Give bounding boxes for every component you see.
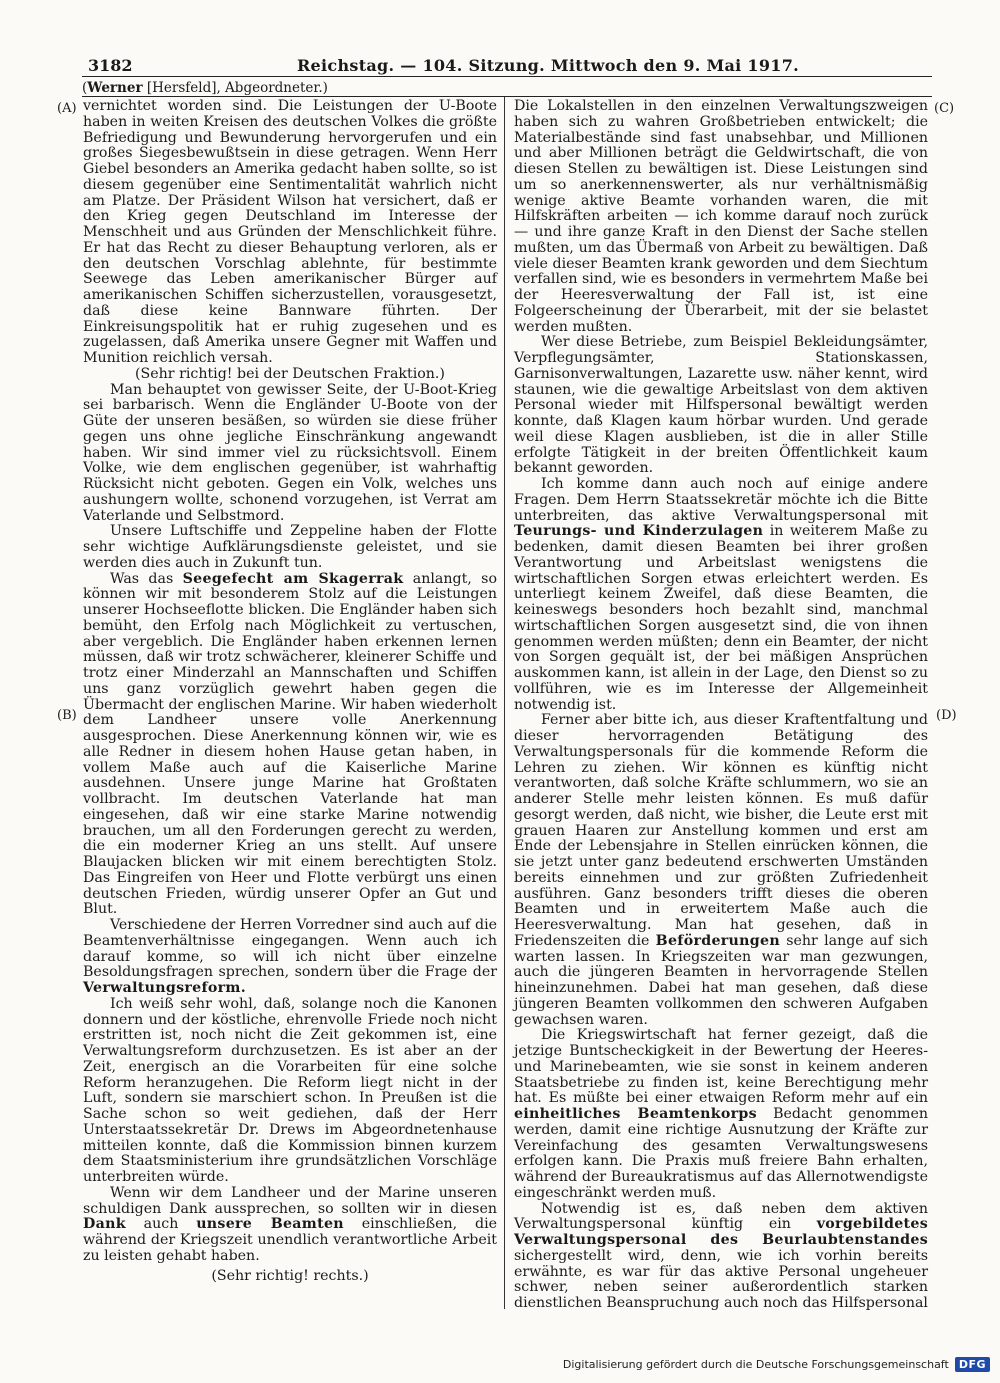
dfg-logo: DFG — [955, 1357, 990, 1372]
right-paragraph-6 — [514, 1202, 928, 1312]
emphasis-beamtenkorps: einheitliches Beamtenkorps — [514, 1106, 757, 1122]
text-run: Wenn wir dem Landheer und der Marine unseren schuldigen Dank aussprechen, so sollten wir in diesen — [83, 1184, 497, 1217]
speaker-rule — [82, 96, 932, 97]
text-run: Was das — [109, 570, 183, 587]
speaker-detail: [Hersfeld], Abgeordneter.) — [142, 80, 328, 96]
header-rule — [82, 76, 932, 77]
right-paragraph-1: Die Lokalstellen in den einzelnen Verwaltungszweigen haben sich zu wahren Großbetrieben entwickelt; die Materialbestände sind fast unabsehbar, und Millionen und aber Millionen beträgt die Geldwirtschaft, die von diesen Stellen zu bewältigen ist. Diese Leistungen sind um so anerkennenswerter, als nur verhältnismäßig wenige aktive Beamte vorhanden waren, die mit Hilfskräften arbeiten — ich komme darauf noch zurück — und ihre ganze Kraft in den Dienst der Sache stellen mußten, um das Übermaß von Arbeit zu bewältigen. Daß viele dieser Beamten krank geworden und dem Siechtum verfallen sind, wie es besonders in vermehrtem Maße bei der Heeresverwaltung der Fall ist, ist eine Folgeerscheinung der Überarbeit, mit der sie belastet werden mußten. — [514, 98, 928, 335]
text-run: Notwendig ist es, daß neben dem aktiven Verwaltungspersonal künftig ein — [514, 1200, 928, 1233]
left-paragraph-7: Ich weiß sehr wohl, daß, solange noch die Kanonen donnern und der köstliche, ehrenvolle Friede noch nicht erstritten ist, noch nicht die Zeit gekommen ist, eine Verwaltungsreform durchzusetzen. Es ist aber an der Zeit, energisch an die Vorarbeiten für eine solche Reform heranzugehen. Die Reform liegt nicht in der Luft, sondern sie marschiert schon. In Preußen ist die Sache schon so weit gediehen, daß der Herr Unterstaatssekretär Dr. Drews im Abgeordnetenhause mitteilen konnte, daß die Kommission binnen kurzem dem Staatsministerium ihre grundsätzlichen Vorschläge unterbreiten würde. — [83, 995, 497, 1185]
left-paragraph-3: Man behauptet von gewisser Seite, der U-Boot-Krieg sei barbarisch. Wenn die Engländer U-Boote von der Güte der unseren besäßen, so würden sie diese früher gegen uns ohne jegliche Einschränkung angewandt haben. Wir sind immer viel zu rücksichtsvoll. Einem Volke, wie dem englischen gegenüber, ist wahrhaftig Rücksicht nicht geboten. Gegen ein Volk, welches uns aushungern wollte, schonend vorzugehen, ist Verrat am Vaterlande und Selbstmord. — [83, 381, 497, 524]
text-run: Ich komme dann auch noch auf einige andere Fragen. Dem Herrn Staatssekretär möchte ich die Bitte unterbreiten, das aktive Verwaltungspersonal mit — [514, 476, 928, 524]
column-divider — [504, 97, 505, 1309]
emphasis-skagerrak: Seegefecht am Skagerrak — [182, 570, 404, 587]
emphasis-verwaltungspersonal: vorgebildetes Verwaltungspersonal des Beurlaubtenstandes — [514, 1216, 928, 1248]
margin-marker-c: (C) — [934, 101, 955, 116]
right-paragraph-2: Wer diese Betriebe, zum Beispiel Bekleidungsämter, Verpflegungsämter, Stationskassen, Garnisonverwaltungen, Lazarette usw. näher kennt, wird staunen, wie die gewaltige Arbeitslast von dem aktiven Personal wieder mit Hilfspersonal bewältigt werden konnte, daß Klagen kaum hörbar wurden. Und gerade weil diese Klagen ausblieben, ist die in aller Stille erfolgte Tätigkeit in der breiten Öffentlichkeit kaum bekannt geworden. — [514, 334, 928, 477]
speaker-line — [82, 80, 328, 96]
speaker-open: ( — [82, 80, 88, 96]
left-paragraph-8 — [83, 1186, 497, 1265]
left-column — [83, 99, 497, 1284]
text-run: Verschiedene der Herren Vorredner sind auch auf die Beamtenverhältnisse eingegangen. Wenn auch ich darauf komme, so will ich nicht über einzelne Besoldungsfragen sprechen, sondern über die Frage der — [83, 917, 497, 981]
digitization-footer — [563, 1357, 990, 1372]
footer-text: Digitalisierung gefördert durch die Deutsche Forschungsgemeinschaft — [562, 1358, 949, 1371]
text-run: sehr lange auf sich warten lassen. In Kriegszeiten war man gezwungen, auch die jüngeren Beamten in hervorragende Stellen hineinzunehmen. Dabei hat man gesehen, daß diese jüngeren Beamten vollkommen den schweren Aufgaben gewachsen waren. — [514, 932, 929, 1028]
left-interjection-1: (Sehr richtig! bei der Deutschen Fraktion.) — [135, 365, 445, 382]
left-paragraph-6 — [83, 918, 497, 997]
running-header — [88, 54, 928, 76]
text-run: sichergestellt wird, denn, wie ich vorhin bereits erwähnte, es war für das aktive Personal ungeheuer schwer, neben seiner außerordentlich starken dienstlichen Beanspruchung auch noch das Hilfspersonal — [514, 1247, 928, 1311]
right-paragraph-5 — [514, 1028, 928, 1201]
right-paragraph-3 — [514, 477, 928, 713]
left-paragraph-5 — [83, 572, 497, 919]
right-paragraph-4 — [514, 713, 928, 1028]
margin-marker-b: (B) — [57, 708, 77, 723]
emphasis-beamten: unsere Beamten — [196, 1216, 344, 1233]
margin-marker-a: (A) — [57, 101, 77, 116]
text-run: in weiterem Maße zu bedenken, damit diesen Beamten bei ihrer großen Verantwortung und Arbeitslast wenigstens die wirtschaftlichen Sorgen etwas erleichtert werden. Es unterliegt keinem Zweifel, daß diese Beamten, die keineswegs besonders hoch bezahlt sind, manchmal wirtschaftlichen Sorgen ausgesetzt sind, die von ihnen genommen werden müßten; denn ein Beamter, der nicht von Sorgen gequält ist, der bei mäßigen Ansprüchen auskommen kann, ist allein in der Lage, den Dienst so zu vollführen, wie es im Interesse der Allgemeinheit notwendig ist. — [514, 523, 928, 713]
emphasis-verwaltungsreform: Verwaltungsreform. — [83, 980, 246, 996]
right-column — [514, 99, 928, 1312]
text-run: Bedacht genommen werden, damit eine richtige Ausnutzung der Kräfte zur Vereinfachung des gesamten Verwaltungswesens erfolgen kann. Die Praxis muß freiere Bahn erhalten, während der Bureaukratismus auf das Allernotwendigste eingeschränkt werden muß. — [514, 1106, 929, 1201]
text-run: einschließen, die während der Kriegszeit unendlich verantwortliche Arbeit zu leisten gehabt haben. — [83, 1216, 497, 1264]
page-number: 3182 — [88, 55, 133, 75]
left-interjection-2: (Sehr richtig! rechts.) — [211, 1267, 369, 1284]
text-run: Die Kriegswirtschaft hat ferner gezeigt, daß die jetzige Buntscheckigkeit in der Bewertung der Heeres- und Marinebeamten, wie sie sonst in keinem anderen Staatsbetriebe zu finden ist, keine Berechtigung mehr hat. Es müßte bei einer etwaigen Reform mehr auf ein — [514, 1027, 928, 1107]
emphasis-befoerderungen: Beförderungen — [655, 932, 780, 949]
text-run: anlangt, so können wir mit besonderem Stolz auf die Leistungen unserer Hochseeflotte blicken. Die Engländer haben sich bemüht, den Erfolg nach Möglichkeit zu vertuschen, aber vergeblich. Die Engländer haben erkennen lernen müssen, daß wir trotz schwächerer, kleinerer Schiffe und trotz einer Minderzahl an Mannschaften und Schiffen uns ganz vorzüglich gewehrt haben gegen die Übermacht der englischen Marine. Wir haben wiederholt dem Landheer unsere volle Anerkennung ausgesprochen. Diese Anerkennung können wir, wie es alle Redner in diesem hohen Hause getan haben, in vollem Maße auch auf die Kaiserliche Marine ausdehnen. Unsere junge Marine hat Großtaten vollbracht. Im deutschen Vaterlande hat man eingesehen, daß wir eine starke Marine notwendig brauchen, um all den Forderungen gerecht zu werden, die ein moderner Krieg an uns stellt. Auf unsere Blaujacken blicken wir mit einem berechtigten Stolz. Das Eingreifen von Heer und Flotte verbürgt uns einen deutschen Frieden, würdig unserer Opfer an Gut und Blut. — [83, 570, 497, 918]
left-paragraph-4: Unsere Luftschiffe und Zeppeline haben der Flotte sehr wichtige Aufklärungsdienste geleistet, und sie werden dies auch in Zukunft tun. — [83, 523, 497, 571]
margin-marker-d: (D) — [936, 708, 957, 723]
emphasis-dank: Dank — [83, 1216, 126, 1233]
speaker-name: Werner — [87, 80, 143, 96]
left-paragraph-1: vernichtet worden sind. Die Leistungen der U-Boote haben in weiten Kreisen des deutschen Volkes die größte Befriedigung und Bewunderung hervorgerufen und ein großes Siegesbewußtsein in diese getragen. Wenn Herr Giebel besonders an Amerika gedacht haben sollte, so ist diesem gegenüber eine Sentimentalität wahrlich nicht am Platze. Der Präsident Wilson hat versichert, daß er den Krieg gegen Deutschland im Interesse der Menschheit und aus Gründen der Menschlichkeit führe. Er hat das Recht zu dieser Behauptung verloren, als er den deutschen Vorschlag ablehnte, für bestimmte Seewege das Leben amerikanischer Bürger auf amerikanischen Schiffen sicherzustellen, vorausgesetzt, daß diese keine Bannware führten. Der Einkreisungspolitik hat er ruhig zugesehen und es zugelassen, daß Amerika unsere Gegner mit Waffen und Munition reichlich versah. — [83, 98, 497, 366]
text-run: Ferner aber bitte ich, aus dieser Kraftentfaltung und dieser hervorragenden Betätigung des Verwaltungspersonals für die kommende Reform die Lehren zu ziehen. Wir können es künftig nicht verantworten, daß solche Kräfte schlummern, wo sie an anderer Stelle mehr leisten können. Es muß dafür gesorgt werden, daß nicht, wie bisher, die Leute erst mit grauen Haaren zur Anstellung kommen und erst am Ende der Lebensjahre in Stellen einrücken können, die sie jetzt unter ganz bedeutend erschwerten Umständen bereits einnehmen und zur größten Zufriedenheit ausführen. Ganz besonders trifft dieses die oberen Beamten und in erweitertem Maße auch die Heeresverwaltung. Man hat gesehen, daß in Friedenszeiten die — [514, 712, 928, 949]
header-title: Reichstag. — 104. Sitzung. Mittwoch den 9. Mai 1917. — [296, 55, 800, 75]
emphasis-zulagen: Teurungs- und Kinderzulagen — [514, 523, 764, 540]
text-run: auch — [125, 1216, 197, 1233]
